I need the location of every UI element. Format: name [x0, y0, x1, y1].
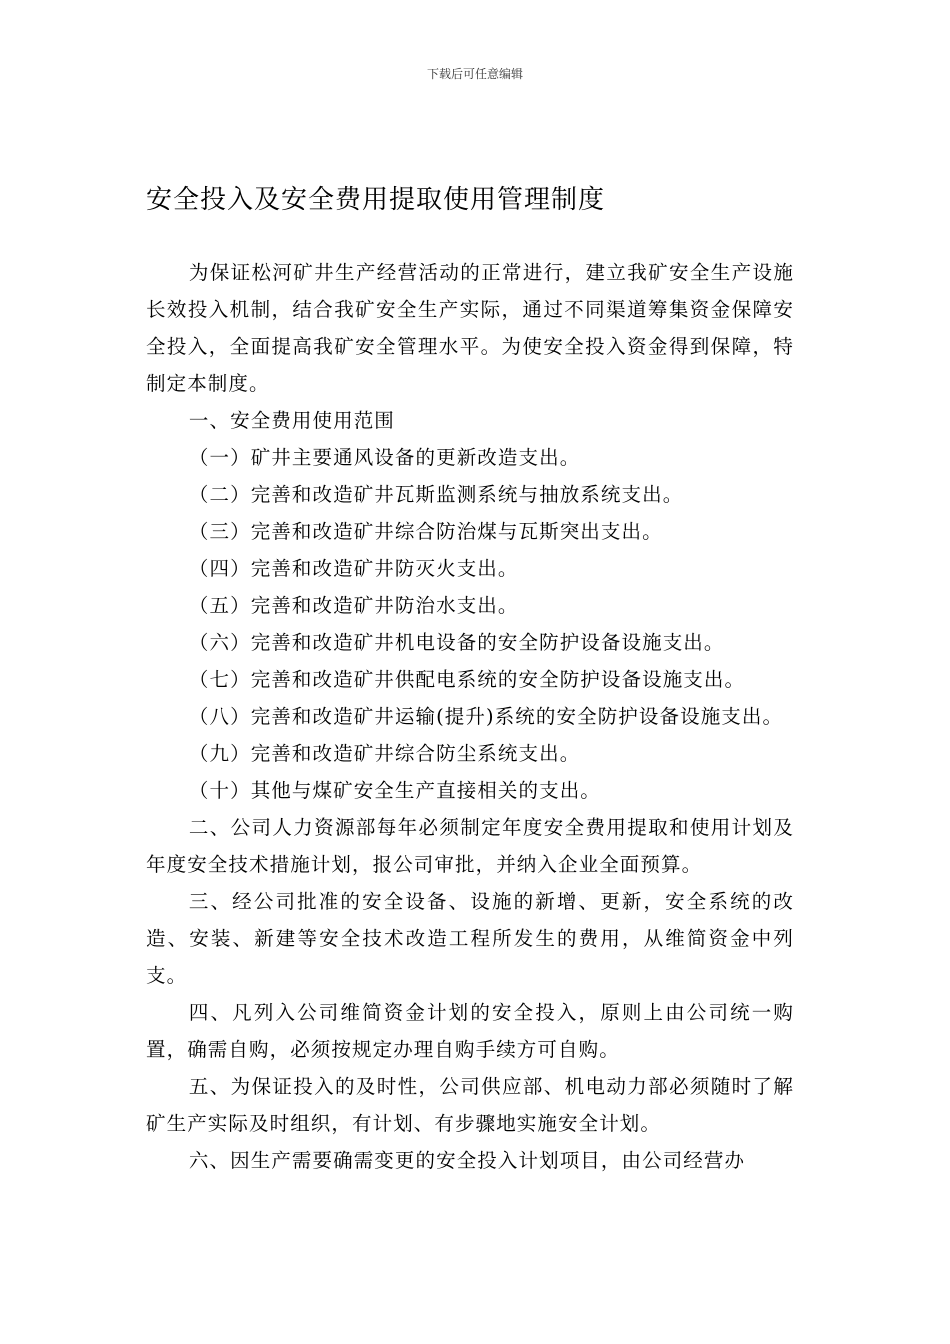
- list-item: （九）完善和改造矿井综合防尘系统支出。: [188, 742, 581, 765]
- page-header-note: 下载后可任意编辑: [426, 67, 523, 81]
- intro-paragraph: 为保证松河矿井生产经营活动的正常进行，建立我矿安全生产设施长效投入机制，结合我矿安全生产实际，通过不同渠道筹集资金保障安全投入，全面提高我矿安全管理水平。为使安全投入资金得到保障，特制定本制度。: [146, 261, 794, 395]
- document-title: 安全投入及安全费用提取使用管理制度: [146, 185, 606, 215]
- document-body: [146, 254, 794, 1179]
- list-item: （二）完善和改造矿井瓦斯监测系统与抽放系统支出。: [188, 483, 684, 506]
- list-item: （五）完善和改造矿井防治水支出。: [188, 594, 519, 617]
- list-item: （六）完善和改造矿井机电设备的安全防护设备设施支出。: [188, 631, 725, 654]
- list-item: （十）其他与煤矿安全生产直接相关的支出。: [188, 779, 601, 802]
- section-paragraph-4: 四、凡列入公司维简资金计划的安全投入，原则上由公司统一购置，确需自购，必须按规定办理自购手续方可自购。: [146, 1001, 794, 1061]
- list-item: （七）完善和改造矿井供配电系统的安全防护设备设施支出。: [188, 668, 746, 691]
- section-paragraph-5: 五、为保证投入的及时性，公司供应部、机电动力部必须随时了解矿生产实际及时组织，有计划、有步骤地实施安全计划。: [146, 1075, 794, 1135]
- section-paragraph-3: 三、经公司批准的安全设备、设施的新增、更新，安全系统的改造、安装、新建等安全技术改造工程所发生的费用，从维简资金中列支。: [146, 890, 794, 987]
- section-heading-1: 一、安全费用使用范围: [188, 409, 395, 432]
- list-item: （三）完善和改造矿井综合防治煤与瓦斯突出支出。: [188, 520, 663, 543]
- list-item: （四）完善和改造矿井防灭火支出。: [188, 557, 519, 580]
- section-paragraph-2: 二、公司人力资源部每年必须制定年度安全费用提取和使用计划及年度安全技术措施计划，报公司审批，并纳入企业全面预算。: [146, 816, 794, 876]
- list-item: （八）完善和改造矿井运输(提升)系统的安全防护设备设施支出。: [188, 705, 784, 728]
- section-paragraph-6: 六、因生产需要确需变更的安全投入计划项目，由公司经营办: [188, 1149, 746, 1172]
- list-item: （一）矿井主要通风设备的更新改造支出。: [188, 446, 581, 469]
